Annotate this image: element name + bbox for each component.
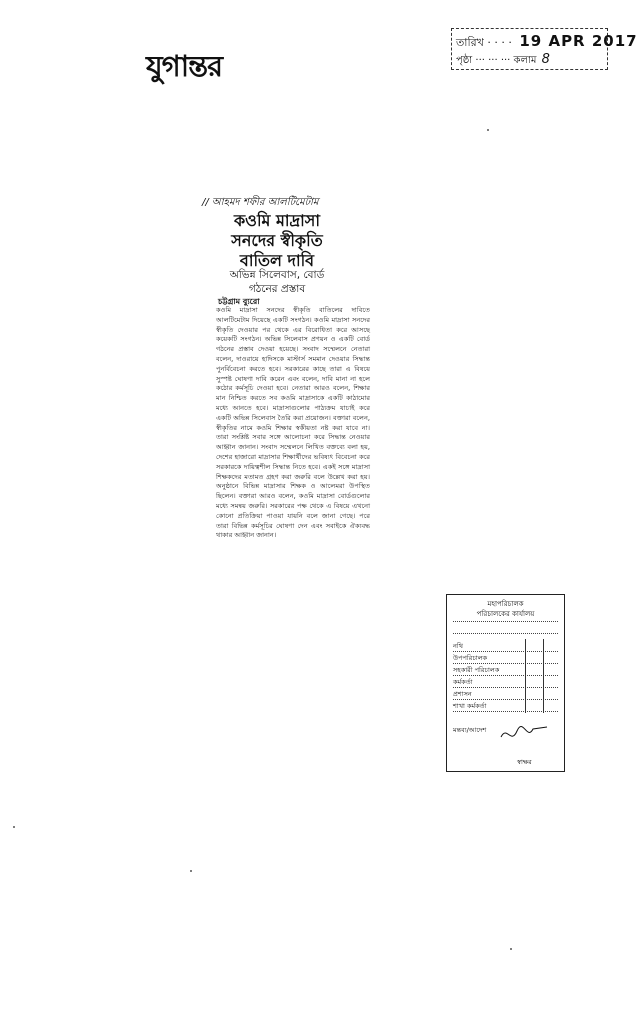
form-title-1: মহাপরিচালক xyxy=(487,600,524,608)
stamp-page-label: পৃষ্ঠা xyxy=(456,55,473,66)
form-note-label: মন্তব্য/আদেশ xyxy=(453,726,487,734)
stamp-page-number: 8 xyxy=(541,52,550,67)
form-row-6: শাখা কর্মকর্তা xyxy=(453,702,487,710)
stamp-column-label: কলাম xyxy=(513,55,537,66)
form-row-1: নথি xyxy=(453,642,463,650)
routing-form xyxy=(446,594,565,772)
form-title-2: পরিচালকের কার্যালয় xyxy=(476,610,535,618)
article-headline-line-1: কওমি মাদ্রাসা xyxy=(233,211,320,230)
article-headline-line-2: সনদের স্বীকৃতি xyxy=(231,231,323,250)
article-subhead-line-1: অভিন্ন সিলেবাস, বোর্ড xyxy=(229,269,325,281)
stamp-date-label: তারিখ xyxy=(456,36,484,49)
form-row-4: কর্মকর্তা xyxy=(453,678,473,686)
masthead: যুগান্তর xyxy=(146,49,223,83)
form-signature-label: স্বাক্ষর xyxy=(517,758,532,766)
signature-mark xyxy=(499,723,549,743)
article-byline: চট্টগ্রাম ব্যুরো xyxy=(218,297,260,306)
date-stamp: তারিখ · · · · 19 APR 2017 পৃষ্ঠা ··· ··· ··· কলাম 8 xyxy=(451,28,608,70)
article-body: কওমি মাদ্রাসা সনদের স্বীকৃতি বাতিলের দাবিতে আলটিমেটাম দিয়েছে একটি সংগঠন। কওমি মাদ্রাসা সনদের স্বীকৃতি দেওয়ার পর থেকে এর বিরোধিতা করে আসছে কয়েকটি সংগঠন। অভিন্ন সিলেবাস প্রণয়ন ও একটি বোর্ড গঠনের প্রস্তাব দেওয়া হয়েছে। সংবাদ সম্মেলনে নেতারা বলেন, দাওরায়ে হাদিসকে মাস্টার্স সমমান দেওয়ার সিদ্ধান্ত পুনর্বিবেচনা করতে হবে। সরকারের কাছে তারা এ বিষয়ে সুস্পষ্ট ঘোষণা দাবি করেন এবং বলেন, দাবি মানা না হলে কঠোর কর্মসূচি দেওয়া হবে। নেতারা আরও বলেন, শিক্ষার মান নিশ্চিত করতে সব কওমি মাদ্রাসাকে একটি কাঠামোর মধ্যে আনতে হবে। মাদ্রাসাগুলোর পাঠ্যক্রম যাচাই করে একটি অভিন্ন সিলেবাস তৈরি করা প্রয়োজন। বক্তারা বলেন, স্বীকৃতির নামে কওমি শিক্ষার স্বকীয়তা নষ্ট করা যাবে না। তারা সংশ্লিষ্ট সবার সঙ্গে আলোচনা করে সিদ্ধান্ত নেওয়ার আহ্বান জানান। সংবাদ সম্মেলনে লিখিত বক্তব্যে বলা হয়, দেশের হাজারো মাদ্রাসার শিক্ষার্থীদের ভবিষ্যৎ বিবেচনা করে সরকারকে দায়িত্বশীল সিদ্ধান্ত নিতে হবে। একই সঙ্গে মাদ্রাসা শিক্ষকদের মতামত গ্রহণ করা জরুরি বলে উল্লেখ করা হয়। অনুষ্ঠানে বিভিন্ন মাদ্রাসার শিক্ষক ও আলেমরা উপস্থিত ছিলেন। বক্তারা আরও বলেন, কওমি মাদ্রাসা বোর্ডগুলোর মধ্যে সমন্বয় জরুরি। সরকারের পক্ষ থেকে এ বিষয়ে এখনো কোনো প্রতিক্রিয়া পাওয়া যায়নি বলে জানা গেছে। পরে তারা বিভিন্ন কর্মসূচির ঘোষণা দেন এবং সবাইকে ঐক্যবদ্ধ থাকার আহ্বান জানান। xyxy=(216,306,370,540)
form-row-5: প্রশাসন xyxy=(453,690,472,698)
article-headline-line-3: বাতিল দাবি xyxy=(239,251,315,270)
article-kicker: // আহমদ শফীর আলটিমেটাম xyxy=(202,197,319,208)
article-subhead-line-2: গঠনের প্রস্তাব xyxy=(248,283,306,295)
stamp-date: 19 APR 2017 xyxy=(519,32,638,50)
form-row-2: উপপরিচালক xyxy=(453,654,488,662)
form-row-3: সহকারী পরিচালক xyxy=(453,666,500,674)
